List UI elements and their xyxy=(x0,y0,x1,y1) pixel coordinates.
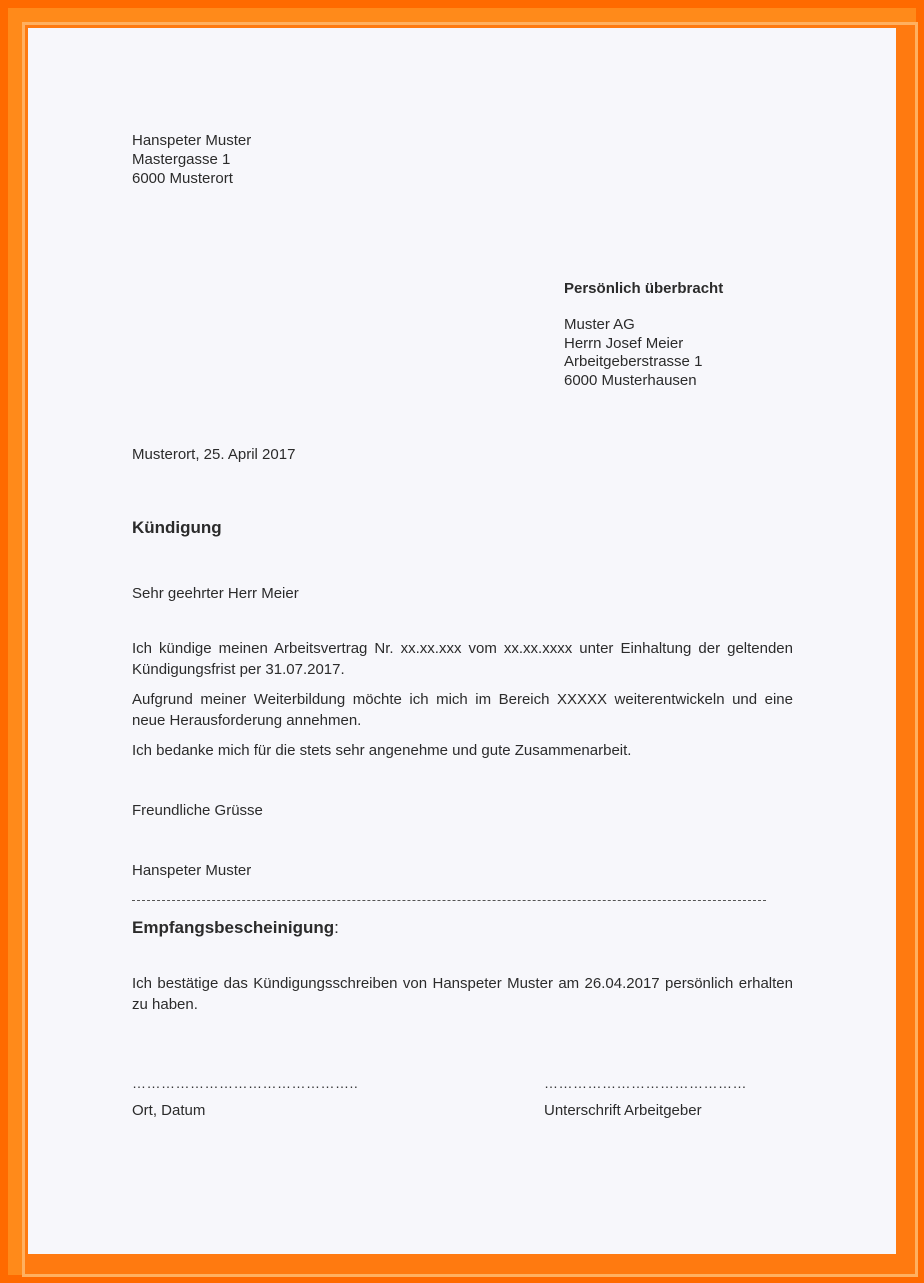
place-date-dotline: ……………………………………….. xyxy=(132,1075,359,1091)
sender-street: Mastergasse 1 xyxy=(132,151,231,168)
recipient-company: Muster AG xyxy=(564,316,635,333)
signature-dotline: …………………………………… xyxy=(544,1075,747,1091)
signature-label: Unterschrift Arbeitgeber xyxy=(544,1102,702,1119)
recipient-person: Herrn Josef Meier xyxy=(564,335,684,352)
body-paragraph-1: Ich kündige meinen Arbeitsvertrag Nr. xx.xx.xxx vom xx.xx.xxxx unter Einhaltung der geltenden Kündigungsfrist per 31.07.2017. xyxy=(132,640,793,678)
subject-heading: Kündigung xyxy=(132,518,222,537)
signature-name: Hanspeter Muster xyxy=(132,862,252,879)
recipient-street: Arbeitgeberstrasse 1 xyxy=(564,353,703,370)
receipt-title: Empfangsbescheinigung xyxy=(132,918,335,937)
delivery-note: Persönlich überbracht xyxy=(564,280,724,297)
salutation: Sehr geehrter Herr Meier xyxy=(132,585,299,602)
sender-name: Hanspeter Muster xyxy=(132,132,252,149)
receipt-heading xyxy=(132,918,339,937)
place-date-label: Ort, Datum xyxy=(132,1102,206,1119)
date-line: Musterort, 25. April 2017 xyxy=(132,446,296,463)
cut-line xyxy=(132,900,766,901)
letter-page xyxy=(28,28,896,1254)
body-paragraph-2: Aufgrund meiner Weiterbildung möchte ich mich im Bereich XXXXX weiterentwickeln und eine neue Herausforderung annehmen. xyxy=(132,691,793,729)
sender-city: 6000 Musterort xyxy=(132,170,233,187)
body-paragraph-3: Ich bedanke mich für die stets sehr angenehme und gute Zusammenarbeit. xyxy=(132,742,632,759)
receipt-text: Ich bestätige das Kündigungsschreiben von Hanspeter Muster am 26.04.2017 persönlich erhalten zu haben. xyxy=(132,975,793,1013)
closing: Freundliche Grüsse xyxy=(132,802,263,819)
recipient-city: 6000 Musterhausen xyxy=(564,372,697,389)
receipt-colon: : xyxy=(334,918,339,937)
